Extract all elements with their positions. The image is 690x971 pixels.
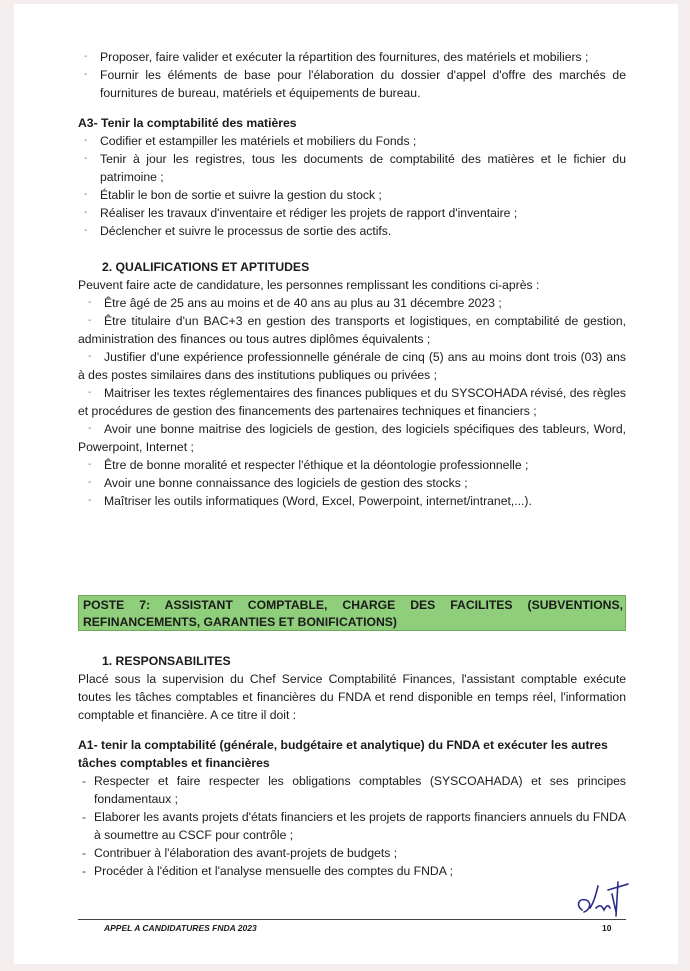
document-body-lower: [78, 652, 626, 880]
signature-icon: [572, 872, 632, 920]
list-item: - Avoir une bonne maitrise des logiciels de gestion, des logiciels spécifiques des tableurs, Word, Powerpoint, Internet ;: [78, 422, 626, 454]
list-item: - Maîtriser les outils informatiques (Word, Excel, Powerpoint, internet/intranet,...).: [88, 494, 532, 508]
position-banner: POSTE 7: ASSISTANT COMPTABLE, CHARGE DES FACILITES (SUBVENTIONS, REFINANCEMENTS, GARANTIES ET BONIFICATIONS): [78, 595, 626, 631]
paragraph: Placé sous la supervision du Chef Service Comptabilité Finances, l'assistant comptable exécute toutes les tâches comptables et financières du FNDA et rend disponible en temps réel, l'information comptable et financière. A ce titre il doit :: [78, 672, 626, 722]
list-item: - Avoir une bonne connaissance des logiciels de gestion des stocks ;: [88, 476, 468, 490]
list-item: - Maitriser les textes réglementaires des finances publiques et du SYSCOHADA révisé, des règles et procédures de gestion des financements des partenaires techniques et financiers ;: [78, 386, 626, 418]
list-item: - Tenir à jour les registres, tous les documents de comptabilité des matières et le fichier du patrimoine ;: [84, 152, 626, 184]
list-item: - Justifier d'une expérience professionnelle générale de cinq (5) ans au moins dont trois (03) ans à des postes similaires dans des institutions publiques ou privées ;: [78, 350, 626, 382]
list-item: - Proposer, faire valider et exécuter la répartition des fournitures, des matériels et mobiliers ;: [84, 50, 589, 64]
list-item: - Procéder à l'édition et l'analyse mensuelle des comptes du FNDA ;: [82, 864, 453, 878]
document-body: [78, 48, 626, 510]
list-item: - Respecter et faire respecter les obligations comptables (SYSCOAHADA) et ses principes fondamentaux ;: [82, 774, 626, 806]
list-item: - Réaliser les travaux d'inventaire et rédiger les projets de rapport d'inventaire ;: [84, 206, 518, 220]
paragraph: Peuvent faire acte de candidature, les personnes remplissant les conditions ci-après :: [78, 278, 540, 292]
footer-divider: [78, 919, 626, 920]
list-item: - Fournir les éléments de base pour l'élaboration du dossier d'appel d'offre des marchés de fournitures de bureau, matériels et équipements de bureau.: [84, 68, 626, 100]
list-item: - Être titulaire d'un BAC+3 en gestion des transports et logistiques, en comptabilité de gestion, administration des finances ou tous autres diplômes équivalents ;: [78, 314, 626, 346]
list-item: - Elaborer les avants projets d'états financiers et les projets de rapports financiers annuels du FNDA à soumettre au CSCF pour contrôle ;: [82, 810, 626, 842]
list-item: - Contribuer à l'élaboration des avant-projets de budgets ;: [82, 846, 398, 860]
footer-title: APPEL A CANDIDATURES FNDA 2023: [104, 923, 257, 933]
section-heading-a1: A1- tenir la comptabilité (générale, budgétaire et analytique) du FNDA et exécuter les autres tâches comptables et financières: [78, 738, 608, 770]
section-heading-a3: A3- Tenir la comptabilité des matières: [78, 116, 297, 130]
list-item: - Déclencher et suivre le processus de sortie des actifs.: [84, 224, 392, 238]
list-item: - Établir le bon de sortie et suivre la gestion du stock ;: [84, 188, 382, 202]
page-number: 10: [602, 923, 612, 933]
list-item: - Codifier et estampiller les matériels et mobiliers du Fonds ;: [84, 134, 417, 148]
section-title-qualifications: 2. QUALIFICATIONS ET APTITUDES: [102, 260, 310, 274]
list-item: - Être de bonne moralité et respecter l'éthique et la déontologie professionnelle ;: [88, 458, 529, 472]
section-title-responsabilites: 1. RESPONSABILITES: [102, 654, 231, 668]
list-item: - Être âgé de 25 ans au moins et de 40 ans au plus au 31 décembre 2023 ;: [88, 296, 502, 310]
